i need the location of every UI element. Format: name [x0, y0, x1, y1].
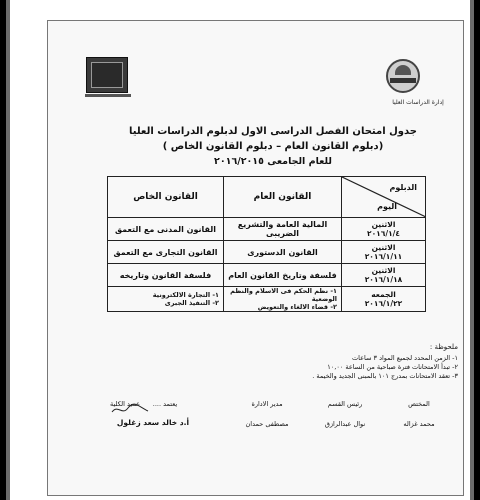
exam-schedule-table — [107, 176, 426, 312]
private-law-subject: القانون المدنى مع التعمق — [108, 218, 224, 241]
dean-signature — [110, 402, 150, 416]
officer-name: محمد غزاله — [403, 420, 435, 428]
private-law-subject: القانون التجارى مع التعمق — [108, 241, 224, 264]
column-header-public: القانون العام — [224, 177, 342, 218]
corner-diploma-label: الدبلوم — [389, 183, 417, 192]
academic-year: للعام الجامعى ٢٠١٦/٢٠١٥ — [214, 156, 332, 167]
dean-name: أ.د خالد سعد زغلول — [116, 418, 190, 427]
table-row — [108, 264, 426, 287]
table-row — [108, 218, 426, 241]
scan-border-right — [474, 0, 480, 500]
document-page — [47, 20, 464, 496]
day-cell: الاثنين ٢٠١٦/١/١٨ — [342, 264, 426, 287]
public-law-subject: ١- نظم الحكم فى الاسلام والنظم الوضعية ٢- قضاء الالغاء والتعويض — [224, 287, 342, 312]
table-row — [108, 287, 426, 312]
private-law-subject: فلسفة القانون وتاريخه — [108, 264, 224, 287]
signature-title-director: مدير الادارة — [251, 400, 283, 408]
notes-heading: ملحوظة : — [429, 343, 458, 351]
document-title: جدول امتحان الفصل الدراسى الاول لدبلوم الدراسات العليا — [129, 126, 417, 137]
public-law-subject: المالية العامة والتشريع الضريبى — [224, 218, 342, 241]
note-item: ١- الزمن المحدد لجميع المواد ٣ ساعات — [352, 354, 458, 362]
university-logo — [386, 59, 420, 93]
column-header-private: القانون الخاص — [108, 177, 224, 218]
director-name: مصطفى حمدان — [245, 420, 289, 428]
private-law-subject: ١- التجارة الالكترونية ٢- التنفيذ الجبرى — [108, 287, 224, 312]
note-item: ٣- تعقد الامتحانات بمدرج ١٠١ بالمبنى الجديد والخيمة . — [312, 372, 458, 380]
public-law-subject: القانون الدستورى — [224, 241, 342, 264]
scan-shadow-left — [6, 0, 10, 500]
corner-day-label: اليوم — [377, 202, 397, 211]
faculty-logo — [86, 57, 128, 93]
day-cell: الاثنين ٢٠١٦/١/١١ — [342, 241, 426, 264]
scan-shadow-right — [470, 0, 474, 500]
department-label: إدارة الدراسات العليا — [392, 99, 444, 106]
dept-head-name: نوال عبدالرازق — [324, 420, 366, 428]
table-header-row — [108, 177, 426, 218]
signature-title-approved: يعتمد .... — [152, 400, 178, 408]
signature-title-dept-head: رئيس القسم — [327, 400, 363, 408]
corner-cell — [342, 177, 426, 218]
day-cell: الاثنين ٢٠١٦/١/٤ — [342, 218, 426, 241]
document-subtitle: (دبلوم القانون العام – دبلوم القانون الخاص ) — [162, 141, 384, 152]
signature-title-officer: المختص — [408, 400, 430, 408]
day-cell: الجمعه ٢٠١٦/١/٢٢ — [342, 287, 426, 312]
public-law-subject: فلسفة وتاريخ القانون العام — [224, 264, 342, 287]
table-row — [108, 241, 426, 264]
note-item: ٢- تبدأ الامتحانات فترة صباحية من الساعة ١٠,٠٠ — [327, 363, 458, 371]
signature-title-dean: عميد الكلية — [109, 400, 141, 408]
